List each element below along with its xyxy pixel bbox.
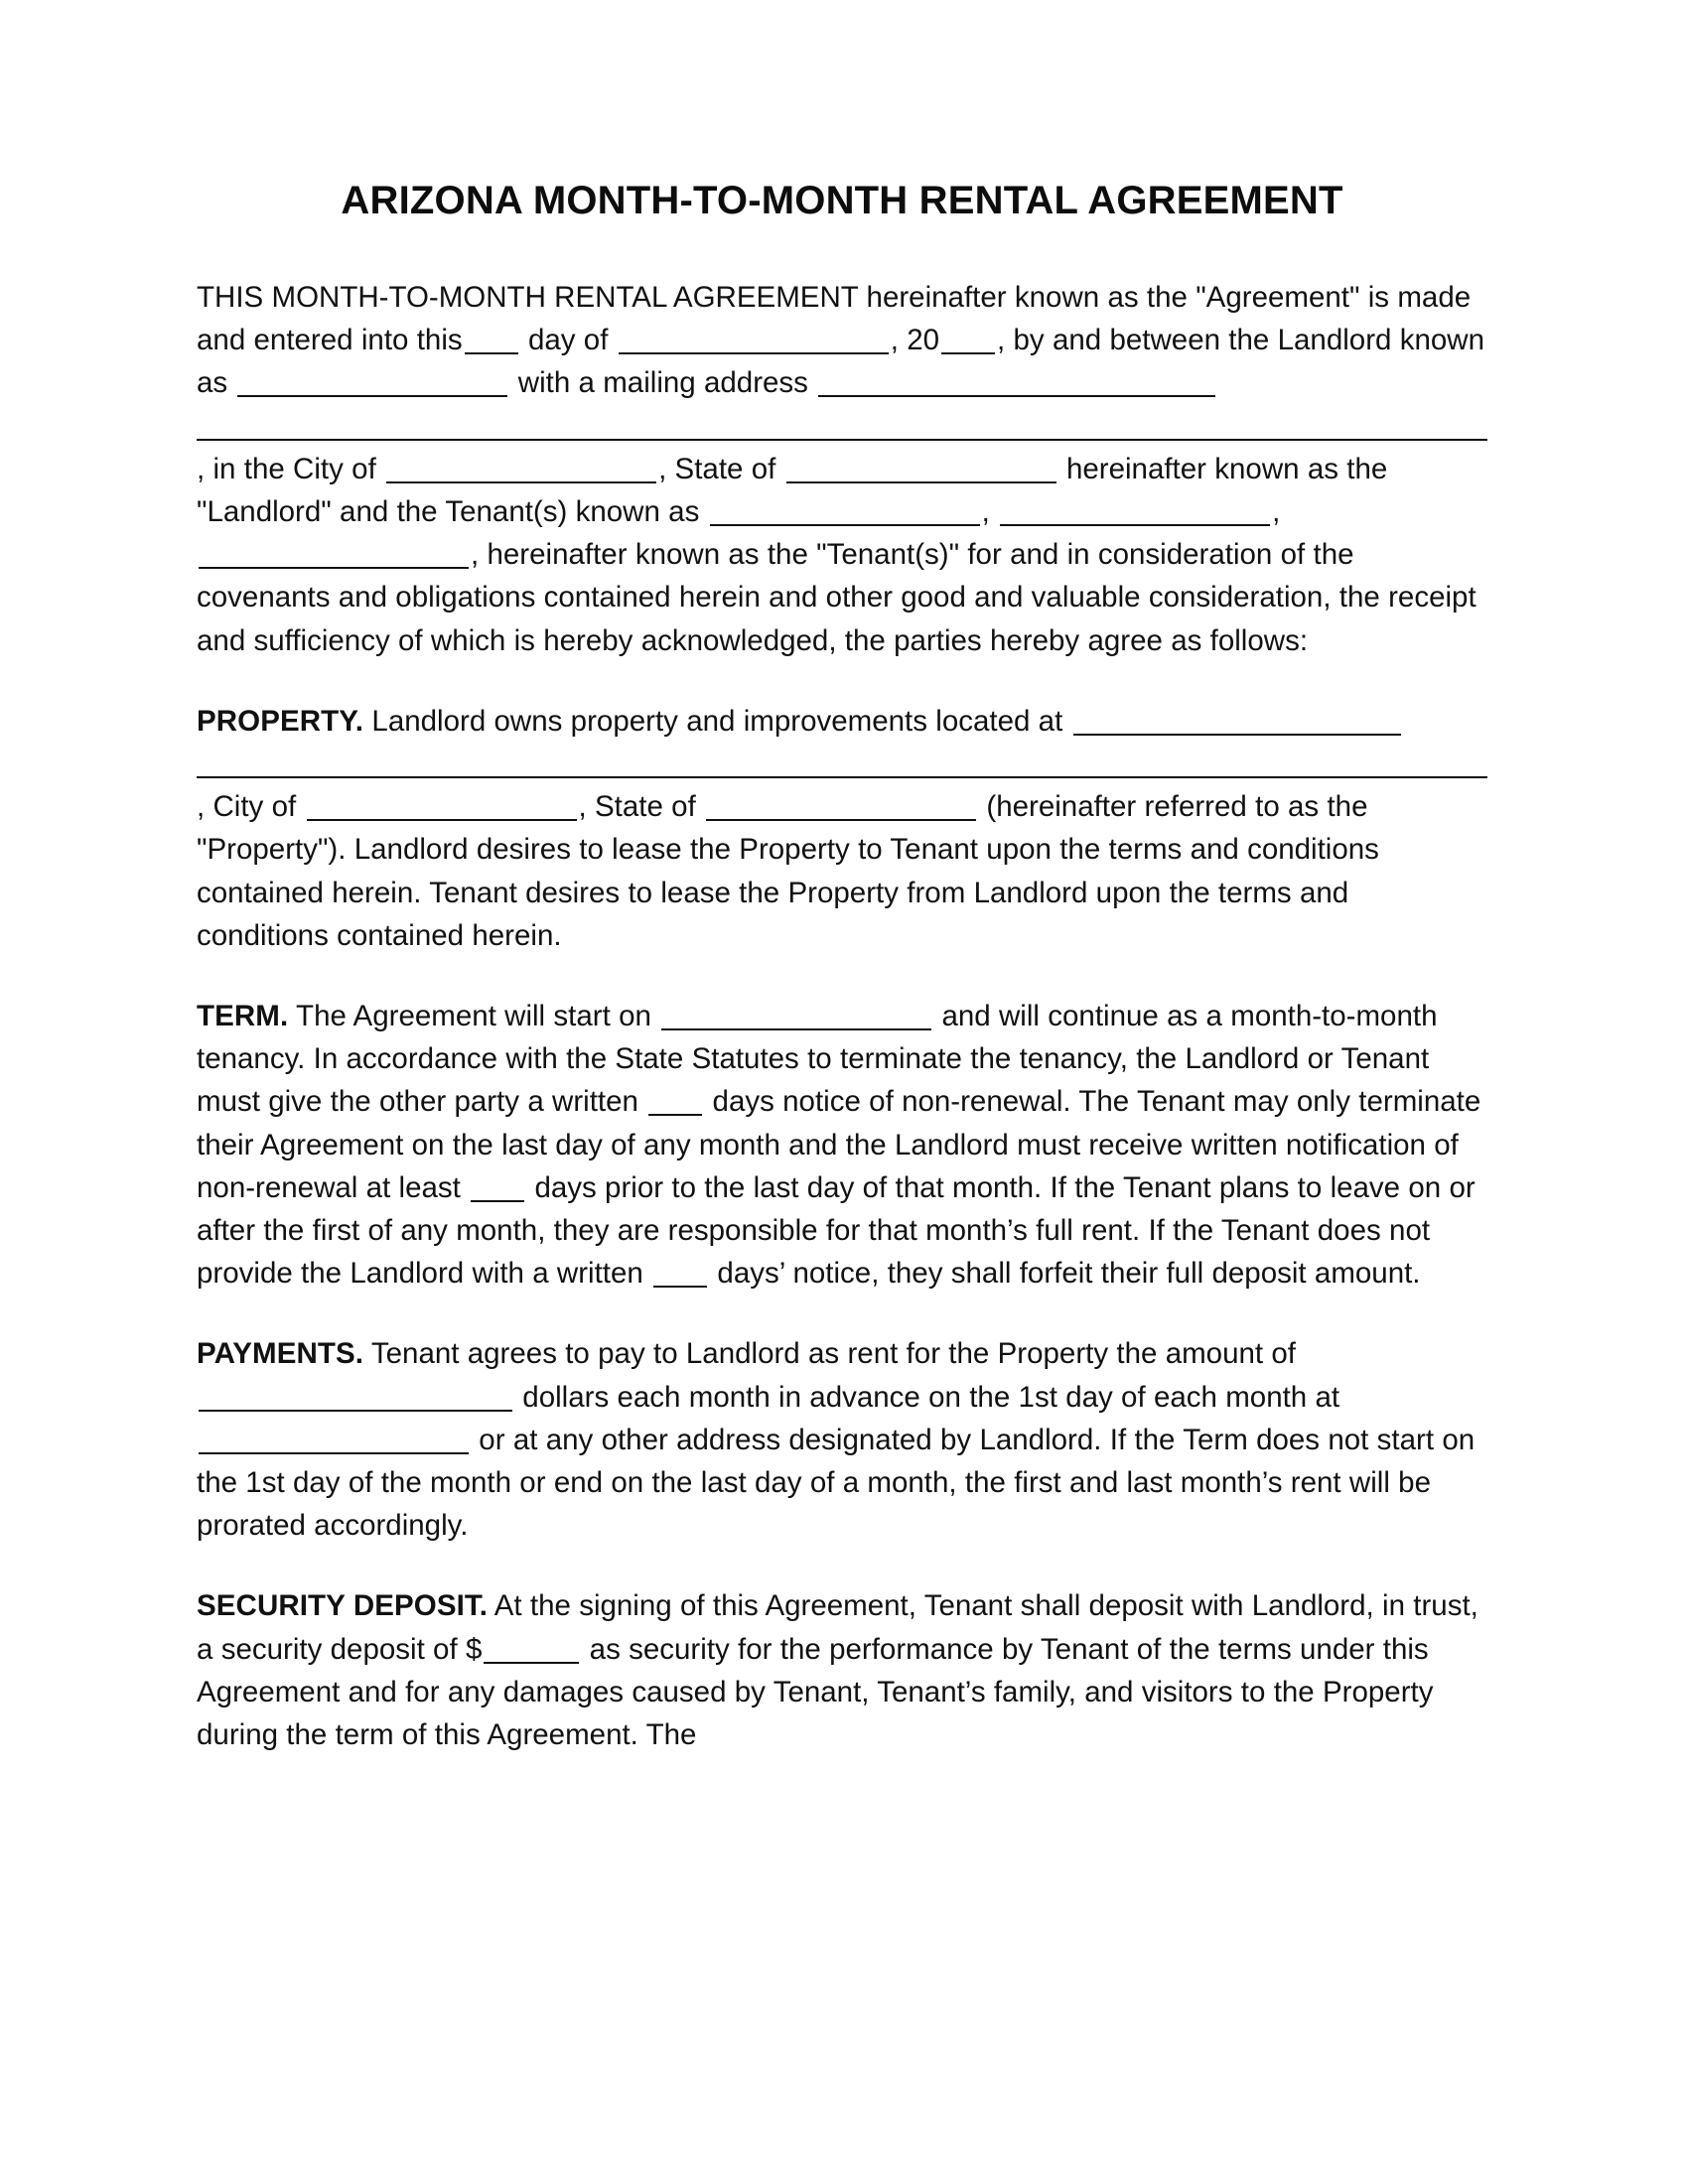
blank-property-address-2[interactable] <box>197 776 1487 778</box>
intro-text-1: THIS MONTH-TO-MONTH RENTAL AGREEMENT hereinafter known as the "Agreement" is made and entered into this <box>197 281 1472 357</box>
payments-text-2: dollars each month in advance on the 1st day of each month at <box>522 1380 1340 1414</box>
blank-notice-days-3[interactable] <box>653 1286 707 1288</box>
intro-text-10: , <box>981 495 990 529</box>
blank-landlord-name[interactable] <box>237 395 507 397</box>
section-heading-term: TERM. <box>197 1000 289 1033</box>
document-body <box>197 177 1487 1756</box>
blank-tenant-2[interactable] <box>1000 524 1270 526</box>
blank-property-state[interactable] <box>706 819 976 821</box>
property-text-1: Landlord owns property and improvements located at <box>371 704 1063 738</box>
paragraph-term <box>197 995 1487 1295</box>
intro-text-4: , by and between the Landlord known as <box>197 324 1484 400</box>
blank-day[interactable] <box>465 352 518 354</box>
intro-text-6: , <box>197 452 206 485</box>
term-text-1: The Agreement will start on <box>296 1000 651 1033</box>
paragraph-security-deposit <box>197 1584 1487 1756</box>
blank-property-address-1[interactable] <box>1073 734 1401 736</box>
term-text-2: and will continue as a month-to-month tenancy. In accordance with the State Statutes to terminate the tenancy, the Landlord or Tenant must give the other party a written <box>197 1000 1438 1119</box>
blank-notice-days-1[interactable] <box>648 1114 702 1116</box>
intro-text-3: , 20 <box>890 324 940 357</box>
blank-property-city[interactable] <box>307 819 577 821</box>
property-text-3: City of <box>212 790 297 824</box>
intro-text-11: , <box>1272 495 1281 529</box>
section-heading-property: PROPERTY. <box>197 704 364 738</box>
intro-text-7: in the City of <box>212 452 376 485</box>
blank-tenant-1[interactable] <box>710 524 980 526</box>
paragraph-payments <box>197 1332 1487 1547</box>
property-text-2: , <box>197 790 206 824</box>
blank-landlord-city[interactable] <box>386 481 656 483</box>
blank-month[interactable] <box>619 352 889 354</box>
security-deposit-text-2: as security for the performance by Tenant of the terms under this Agreement and for any damages caused by Tenant, Tenant’s family, and visitors to the Property during the term of this Agreement. The <box>197 1632 1434 1752</box>
intro-text-2: day of <box>527 324 609 357</box>
blank-landlord-state[interactable] <box>786 481 1056 483</box>
payments-text-1: Tenant agrees to pay to Landlord as rent for the Property the amount of <box>370 1337 1297 1371</box>
paragraph-intro <box>197 276 1487 662</box>
section-heading-security-deposit: SECURITY DEPOSIT. <box>197 1589 489 1623</box>
term-text-5: days’ notice, they shall forfeit their full deposit amount. <box>717 1257 1421 1291</box>
blank-security-deposit-amount[interactable] <box>484 1662 579 1664</box>
intro-text-12: , hereinafter known as the "Tenant(s)" for and in consideration of the covenants and obligations contained herein and other good and valuable consideration, the receipt and sufficiency of which is hereby acknowledged, the parties hereby agree as follows: <box>197 538 1477 657</box>
blank-year[interactable] <box>941 352 995 354</box>
term-text-4: days prior to the last day of that month. If the Tenant plans to leave on or after the first of any month, they are responsible for that month’s full rent. If the Tenant does not provide the Landlord with a written <box>197 1170 1476 1291</box>
blank-rent-amount[interactable] <box>199 1410 512 1412</box>
section-heading-payments: PAYMENTS. <box>197 1337 364 1371</box>
intro-text-8: , State of <box>658 452 776 485</box>
blank-tenant-3[interactable] <box>199 567 469 569</box>
payments-text-3: or at any other address designated by Landlord. If the Term does not start on the 1st day of the month or end on the last day of a month, the first and last month’s rent will be prorated accordingly. <box>197 1423 1476 1543</box>
blank-start-date[interactable] <box>661 1028 931 1030</box>
property-text-4: , State of <box>578 790 696 824</box>
intro-text-9: hereinafter known as the "Landlord" and the Tenant(s) known as <box>197 452 1388 529</box>
blank-landlord-address-2[interactable] <box>197 439 1487 441</box>
blank-notice-days-2[interactable] <box>471 1200 524 1202</box>
security-deposit-text-1: At the signing of this Agreement, Tenant shall deposit with Landlord, in trust, a security deposit of $ <box>197 1589 1478 1666</box>
blank-landlord-address-1[interactable] <box>818 395 1215 397</box>
blank-payment-address[interactable] <box>199 1452 469 1454</box>
page-title: ARIZONA MONTH-TO-MONTH RENTAL AGREEMENT <box>341 179 1343 222</box>
property-text-5: (hereinafter referred to as the "Property"). Landlord desires to lease the Property to Tenant upon the terms and conditions contained herein. Tenant desires to lease the Property from Landlord upon the terms and conditions contained herein. <box>197 790 1379 952</box>
term-text-3: days notice of non-renewal. The Tenant may only terminate their Agreement on the last day of any month and the Landlord must receive written notification of non-renewal at least <box>197 1085 1481 1204</box>
intro-text-5: with a mailing address <box>517 366 808 400</box>
paragraph-property <box>197 700 1487 957</box>
